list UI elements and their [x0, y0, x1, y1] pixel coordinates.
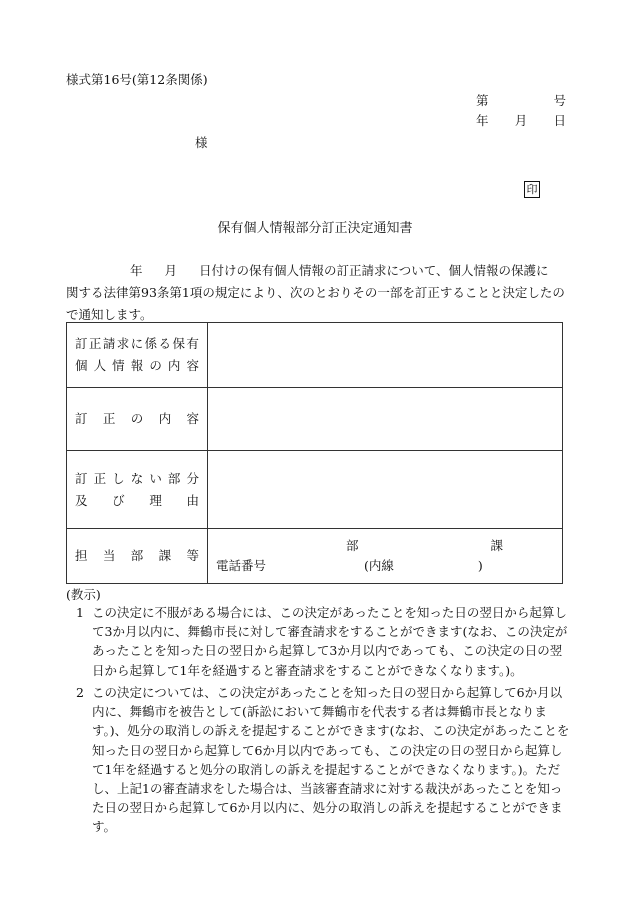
label-char: び: [112, 492, 125, 508]
seal-mark: 印: [524, 181, 540, 198]
label-char: 求: [116, 336, 130, 351]
label-char: し: [112, 470, 125, 486]
label-line: [67, 333, 207, 355]
extension-close: ): [477, 558, 483, 573]
body-rest: 関する法律第93条第1項の規定により、次のとおりその一部を訂正することと決定したので通知します。: [66, 285, 565, 322]
row-value-empty[interactable]: [208, 388, 563, 451]
label-char: な: [130, 470, 144, 486]
extension-label: (内線: [364, 558, 394, 573]
label-char: 情: [112, 358, 125, 373]
label-char: 有: [186, 336, 199, 351]
date-month: 月: [514, 113, 528, 128]
row-label: [67, 529, 208, 584]
label-char: の: [149, 358, 162, 373]
label-char: 訂: [75, 336, 88, 351]
label-char: 課: [158, 548, 172, 563]
body-month: 月: [164, 263, 178, 278]
date-year: 年: [476, 113, 489, 128]
table-row: [67, 388, 563, 451]
notes-heading: (教示): [66, 587, 101, 602]
label-char: 正: [102, 411, 116, 426]
body-first-line: [66, 260, 566, 282]
document-number-line: [476, 95, 566, 108]
label-char: 容: [186, 358, 199, 373]
label-char: 部: [167, 470, 181, 486]
body-paragraph: [66, 260, 566, 326]
label-char: 正: [88, 336, 102, 351]
row-label: [67, 388, 208, 451]
label-char: 請: [102, 336, 116, 351]
contact-dept-row: [208, 536, 562, 556]
contact-dept: 部: [346, 538, 359, 553]
label-line: [67, 468, 207, 490]
document-title: 保有個人情報部分訂正決定通知書: [217, 221, 413, 236]
label-char: 内: [158, 411, 172, 426]
label-line: [67, 355, 207, 377]
label-char: 部: [130, 548, 144, 563]
body-year: 年: [130, 263, 143, 278]
label-char: 個: [75, 358, 88, 373]
row-value-empty[interactable]: [208, 323, 563, 388]
note-text: この決定については、この決定があったことを知った日の翌日から起算して6か月以内に、舞鶴市を被告として(訴訟において舞鶴市を代表する者は舞鶴市長となります。)、処分の取消しの訴えを提起することができます(なお、この決定があったことを知った日の翌日から起算して6か月以内であっても、この決定の日の翌日から起算して1年を経過すると処分の取消しの訴えを提起することができなくなります。)。ただし、上記1の審査請求をした場合は、当該審査請求に対する裁決があったことを知った日の翌日から起算して6か月以内に、処分の取消しの訴えを提起することができます。: [92, 685, 570, 835]
label-char: 人: [93, 358, 107, 373]
label-char: に: [130, 336, 144, 351]
label-char: 由: [186, 492, 199, 508]
row-value-empty[interactable]: [208, 451, 563, 529]
label-char: 内: [167, 358, 181, 373]
correction-info-table: [66, 322, 563, 584]
label-char: 正: [93, 470, 107, 486]
label-char: 分: [186, 470, 199, 486]
note-item: [70, 683, 570, 837]
label-char: 訂: [75, 470, 88, 486]
label-char: 担: [75, 548, 88, 563]
contact-cell[interactable]: [208, 529, 563, 584]
table-row: [67, 529, 563, 584]
label-char: 係: [144, 336, 158, 351]
label-char: 報: [130, 358, 144, 373]
label-char: 当: [102, 548, 116, 563]
note-number: 1: [76, 605, 84, 620]
doc-number-prefix: 第: [476, 93, 489, 108]
note-text: この決定に不服がある場合には、この決定があったことを知った日の翌日から起算して3か月以内に、舞鶴市長に対して審査請求をすることができます(なお、この決定があったことを知った日の翌日から起算して3か月以内であっても、この決定の日の翌日から起算して1年を経過すると審査請求をすることができなくなります。)。: [92, 605, 568, 678]
label-char: 容: [186, 411, 199, 426]
contact-phone-row: [208, 556, 562, 576]
body-line1: 日付けの保有個人情報の訂正請求について、個人情報の保護に: [199, 263, 549, 278]
label-char: 訂: [75, 411, 88, 426]
phone-label: 電話番号: [216, 558, 267, 573]
note-number: 2: [76, 685, 84, 700]
label-char: 及: [75, 492, 88, 508]
addressee-suffix: 様: [195, 135, 208, 150]
row-label: [67, 451, 208, 529]
note-item: [70, 603, 570, 680]
contact-section: 課: [490, 538, 504, 553]
form-number: 様式第16号(第12条関係): [66, 72, 208, 87]
table-row: [67, 323, 563, 388]
row-label: [67, 323, 208, 388]
table-row: [67, 451, 563, 529]
label-char: 理: [149, 492, 162, 508]
date-line: [476, 115, 566, 128]
label-char: の: [130, 411, 144, 426]
doc-number-suffix: 号: [553, 93, 566, 108]
label-char: い: [149, 470, 162, 486]
label-line: [67, 545, 207, 567]
date-day: 日: [553, 113, 566, 128]
label-line: [67, 408, 207, 430]
label-char: る: [158, 336, 172, 351]
label-char: 等: [186, 548, 199, 563]
label-line: [67, 490, 207, 512]
label-char: 保: [172, 336, 185, 351]
